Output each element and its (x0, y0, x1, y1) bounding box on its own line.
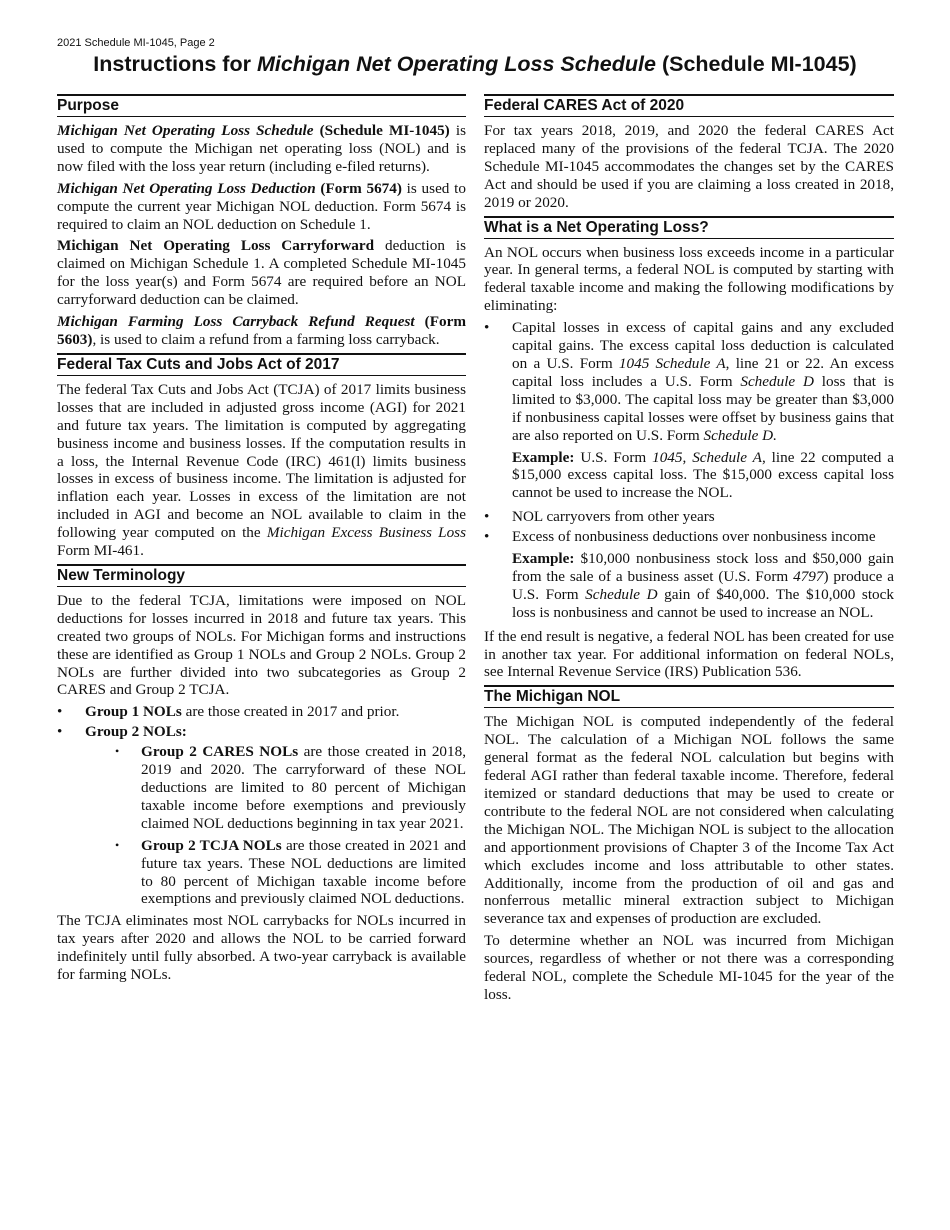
list-item: • Group 1 NOLs are those created in 2017 and prior. (57, 703, 466, 721)
what-is-paragraph-2: If the end result is negative, a federal NOL has been created for use in another tax year. For additional information on federal NOLs, see Internal Revenue Service (IRS) Publication 536. (484, 627, 894, 681)
section-heading-terminology: New Terminology (57, 564, 466, 587)
purpose-paragraph-4: Michigan Farming Loss Carryback Refund Request (Form 5603), is used to claim a refund from a farming loss carryback. (57, 313, 466, 348)
purpose-paragraph-3: Michigan Net Operating Loss Carryforward deduction is claimed on Michigan Schedule 1. A completed Schedule MI-1045 for the loss year(s) and Form 5674 are required before an NOL carryforward deduction can be claimed. (57, 237, 466, 309)
list-item: • Excess of nonbusiness deductions over nonbusiness income (484, 528, 894, 546)
example-1: Example: U.S. Form 1045, Schedule A, line 22 computed a $15,000 excess capital loss. The $15,000 excess capital loss cannot be used to increase the NOL. (512, 448, 895, 502)
terminology-paragraph-2: The TCJA eliminates most NOL carrybacks for NOLs incurred in tax years after 2020 and allows the NOL to be carried forward indefinitely until fully absorbed. A two-year carryback is available for farming NOLs. (57, 912, 466, 984)
section-heading-what-is-nol: What is a Net Operating Loss? (484, 216, 894, 239)
example-2: Example: $10,000 nonbusiness stock loss and $50,000 gain from the sale of a business asset (U.S. Form 4797) produce a U.S. Form Schedule D gain of $40,000. The $10,000 stock loss is nonbusiness and cannot be used to increase an NOL. (512, 550, 894, 621)
modification-list-continued (484, 508, 894, 546)
terminology-paragraph-1: Due to the federal TCJA, limitations were imposed on NOL deductions for losses incurred in 2018 and future tax years. This created two groups of NOLs. For Michigan forms and instructions these are identified as Group 1 NOLs and Group 2 NOLs. Group 2 NOLs are further divided into two subcategories as Group 2 CARES and Group 2 TCJA. (57, 591, 466, 699)
list-item: • NOL carryovers from other years (484, 508, 894, 526)
group-2-sublist (85, 743, 466, 908)
section-heading-michigan-nol: The Michigan NOL (484, 685, 894, 708)
right-column (484, 94, 894, 1008)
list-item: • Group 2 TCJA NOLs are those created in 2021 and future tax years. These NOL deductions are limited to 80 percent of Michigan taxable income before exemptions and previously claimed NOL deductions. (85, 837, 466, 909)
page-label: 2021 Schedule MI-1045, Page 2 (57, 37, 215, 49)
list-item: • Group 2 NOLs: • Group 2 CARES NOLs are those created in 2018, 2019 and 2020. The carryforward of these NOL deductions are limited to 80 percent of Michigan taxable income before exemptions and previously claimed NOL deductions beginning in tax year 2021. • Group 2 TCJA NOLs are those created in 2021 and future tax years. These NOL deductions are limited to 80 percent of Michigan taxable income before exemptions and previously claimed NOL deductions. (57, 723, 466, 908)
what-is-paragraph-1: An NOL occurs when business loss exceeds income in a particular year. In general terms, a federal NOL is computed by starting with federal taxable income and making the following modifications by eliminating: (484, 243, 894, 315)
section-heading-purpose: Purpose (57, 94, 466, 117)
list-item: • Capital losses in excess of capital gains and any excluded capital gains. The excess capital loss deduction is calculated on a U.S. Form 1045 Schedule A, line 21 or 22. An excess capital loss includes a U.S. Form Schedule D loss that is limited to $3,000. The capital loss may be greater than $3,000 if nonbusiness capital losses were offset by business gains that are also reported on U.S. Form Schedule D. (484, 319, 894, 444)
group-list (57, 703, 466, 908)
michigan-nol-paragraph-2: To determine whether an NOL was incurred from Michigan sources, regardless of whether or not there was a corresponding federal NOL, complete the Schedule MI-1045 for the year of the loss. (484, 932, 894, 1003)
left-column (57, 94, 466, 988)
purpose-paragraph-1: Michigan Net Operating Loss Schedule (Schedule MI-1045) is used to compute the Michigan net operating loss (NOL) and is now filed with the loss year return (including e-filed returns). (57, 122, 466, 175)
list-item: • Group 2 CARES NOLs are those created in 2018, 2019 and 2020. The carryforward of these NOL deductions are limited to 80 percent of Michigan taxable income before exemptions and previously claimed NOL deductions beginning in tax year 2021. (85, 743, 466, 833)
michigan-nol-paragraph-1: The Michigan NOL is computed independently of the federal NOL. The calculation of a Michigan NOL follows the same general format as the federal NOL calculation but begins with federal AGI rather than federal taxable income. Therefore, federal itemized or standard deductions that may be used to create or contribute to the federal NOL are not considered when calculating the Michigan NOL. The Michigan NOL is subject to the allocation and apportionment provisions of Chapter 3 of the Income Tax Act which excludes income and loss attributable to other states. Additionally, income from the production of oil and gas and nonferrous metallic mineral extraction subject to Michigan severance tax and expenses of production are excluded. (484, 713, 894, 928)
tcja-paragraph: The federal Tax Cuts and Jobs Act (TCJA) of 2017 limits business losses that are included in adjusted gross income (AGI) for 2021 and future tax years. The limitation is computed by aggregating business income and business losses. If the computation results in a loss, the Internal Revenue Code (IRC) 461(l) limits business losses in excess of business income. The limitation is adjusted for inflation each year. Losses in excess of the limitation are not included in AGI and become an NOL available to claim in the following year computed on the Michigan Excess Business Loss Form MI-461. (57, 380, 466, 560)
purpose-paragraph-2: Michigan Net Operating Loss Deduction (Form 5674) is used to compute the current year Michigan NOL deduction. Form 5674 is required to claim an NOL deduction on Schedule 1. (57, 179, 466, 233)
page-title: Instructions for Michigan Net Operating Loss Schedule (Schedule MI-1045) (93, 52, 857, 76)
cares-paragraph: For tax years 2018, 2019, and 2020 the federal CARES Act replaced many of the provisions of the federal TCJA. The 2020 Schedule MI-1045 accommodates the changes set by the CARES Act and should be used if you are claiming a loss created in 2018, 2019 or 2020. (484, 122, 894, 211)
section-heading-cares: Federal CARES Act of 2020 (484, 94, 894, 117)
modification-list (484, 319, 894, 444)
section-heading-tcja: Federal Tax Cuts and Jobs Act of 2017 (57, 353, 466, 376)
